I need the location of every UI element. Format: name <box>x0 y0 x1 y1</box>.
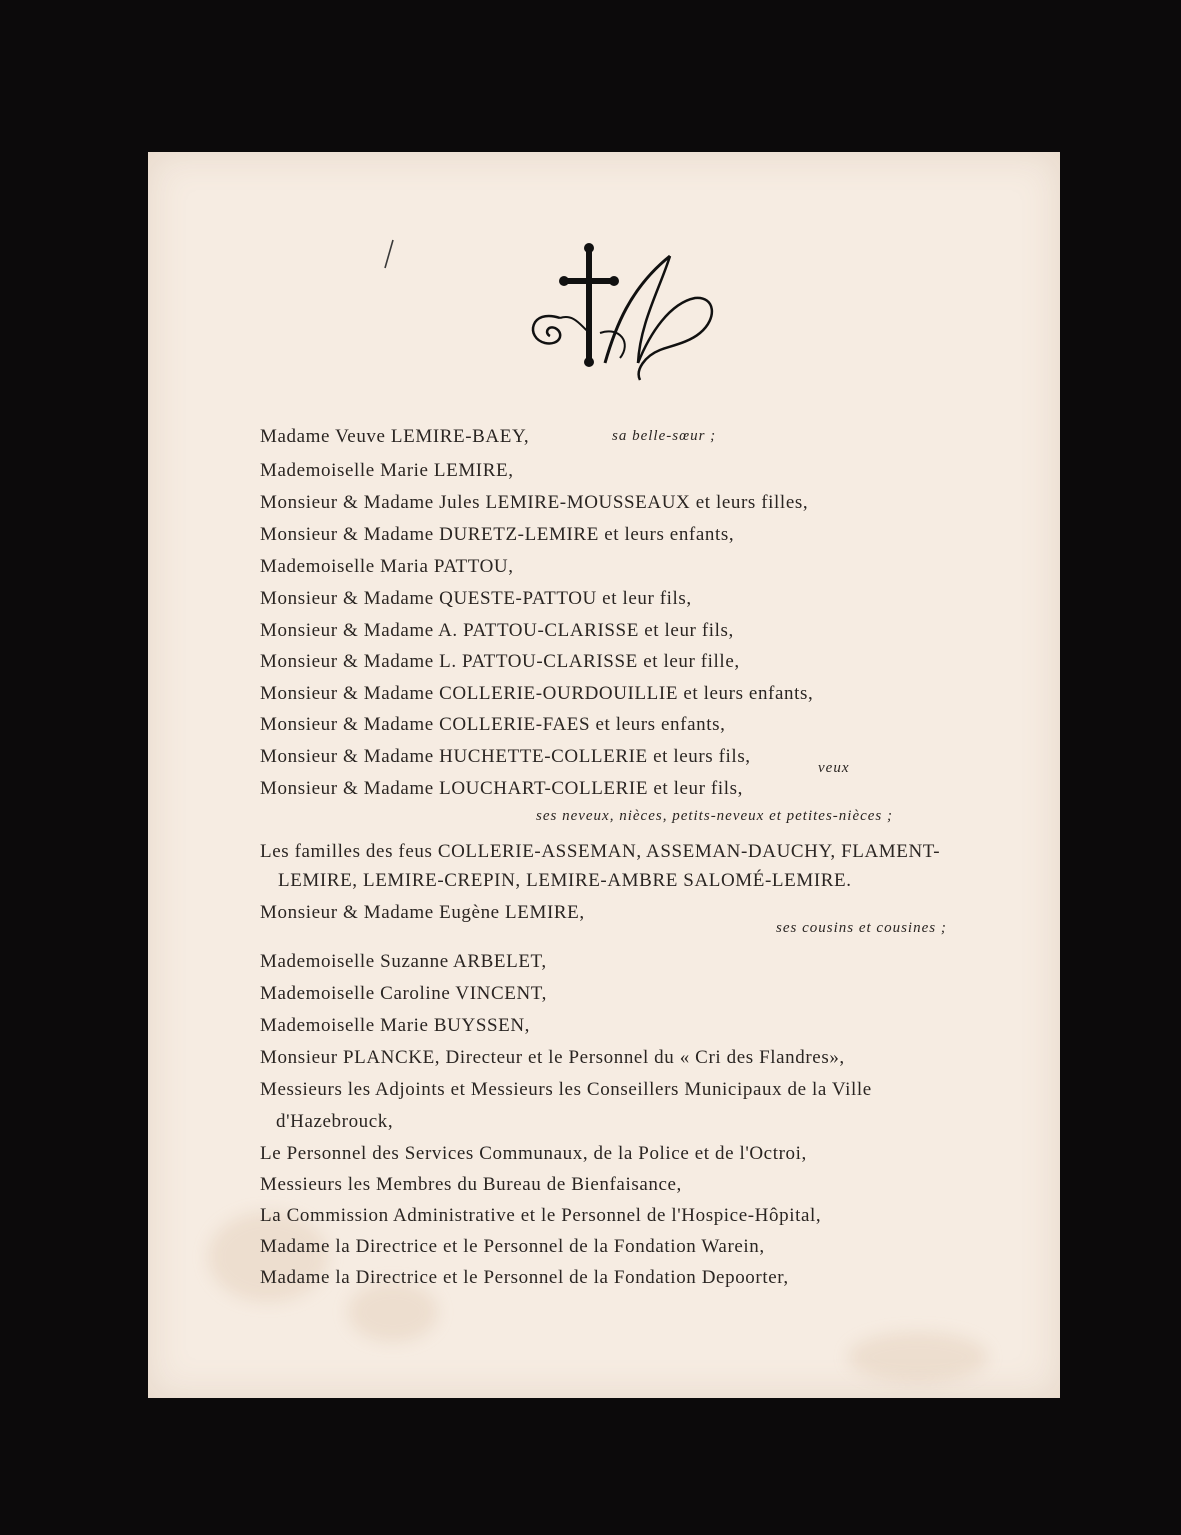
mourner-line: Mademoiselle Caroline VINCENT, <box>260 983 547 1004</box>
mourner-line: Monsieur & Madame Jules LEMIRE-MOUSSEAUX et leurs filles, <box>260 492 809 513</box>
mourner-line: Madame la Directrice et le Personnel de la Fondation Warein, <box>260 1236 765 1257</box>
cross-monogram-ornament <box>520 238 720 388</box>
mourner-line: Monsieur & Madame LOUCHART-COLLERIE et leur fils, <box>260 778 743 799</box>
relation-note: ses neveux, nièces, petits-neveux et petites-nièces ; <box>536 808 894 824</box>
relation-note: sa belle-sœur ; <box>612 428 717 444</box>
mourner-line: Monsieur PLANCKE, Directeur et le Personnel du « Cri des Flandres», <box>260 1047 845 1068</box>
mourner-line: Mademoiselle Maria PATTOU, <box>260 556 514 577</box>
relation-note: ses cousins et cousines ; <box>776 920 947 936</box>
mourner-line: d'Hazebrouck, <box>276 1111 394 1132</box>
mourner-line: La Commission Administrative et le Personnel de l'Hospice-Hôpital, <box>260 1205 822 1226</box>
mourner-line: Monsieur & Madame L. PATTOU-CLARISSE et leur fille, <box>260 651 740 672</box>
mourner-line: Madame Veuve LEMIRE-BAEY, <box>260 426 530 447</box>
mourner-line: Messieurs les Membres du Bureau de Bienfaisance, <box>260 1174 682 1195</box>
mourner-line: Messieurs les Adjoints et Messieurs les Conseillers Municipaux de la Ville <box>260 1079 872 1100</box>
mourner-line: Monsieur & Madame DURETZ-LEMIRE et leurs enfants, <box>260 524 735 545</box>
mourner-line: Monsieur & Madame A. PATTOU-CLARISSE et leur fils, <box>260 620 734 641</box>
paper-stain <box>848 1332 988 1382</box>
mourner-line: Mademoiselle Marie BUYSSEN, <box>260 1015 531 1036</box>
mourner-line: Le Personnel des Services Communaux, de la Police et de l'Octroi, <box>260 1143 807 1164</box>
mourner-line: Monsieur & Madame QUESTE-PATTOU et leur fils, <box>260 588 692 609</box>
mourner-line: Mademoiselle Marie LEMIRE, <box>260 460 514 481</box>
mourner-line: Monsieur & Madame COLLERIE-OURDOUILLIE et leurs enfants, <box>260 683 814 704</box>
mourner-line: Madame la Directrice et le Personnel de la Fondation Depoorter, <box>260 1267 789 1288</box>
mourner-line: LEMIRE, LEMIRE-CREPIN, LEMIRE-AMBRE SALOMÉ-LEMIRE. <box>278 870 852 891</box>
mourner-line: Monsieur & Madame HUCHETTE-COLLERIE et leurs fils, <box>260 746 751 767</box>
mourner-line: Monsieur & Madame Eugène LEMIRE, <box>260 902 585 923</box>
mourner-line: Monsieur & Madame COLLERIE-FAES et leurs enfants, <box>260 714 726 735</box>
mourner-line: Les familles des feus COLLERIE-ASSEMAN, ASSEMAN-DAUCHY, FLAMENT- <box>260 841 941 862</box>
mourner-line: Mademoiselle Suzanne ARBELET, <box>260 951 547 972</box>
pencil-mark <box>382 238 396 270</box>
paper-stain <box>348 1282 438 1342</box>
relation-note: veux <box>818 760 850 776</box>
